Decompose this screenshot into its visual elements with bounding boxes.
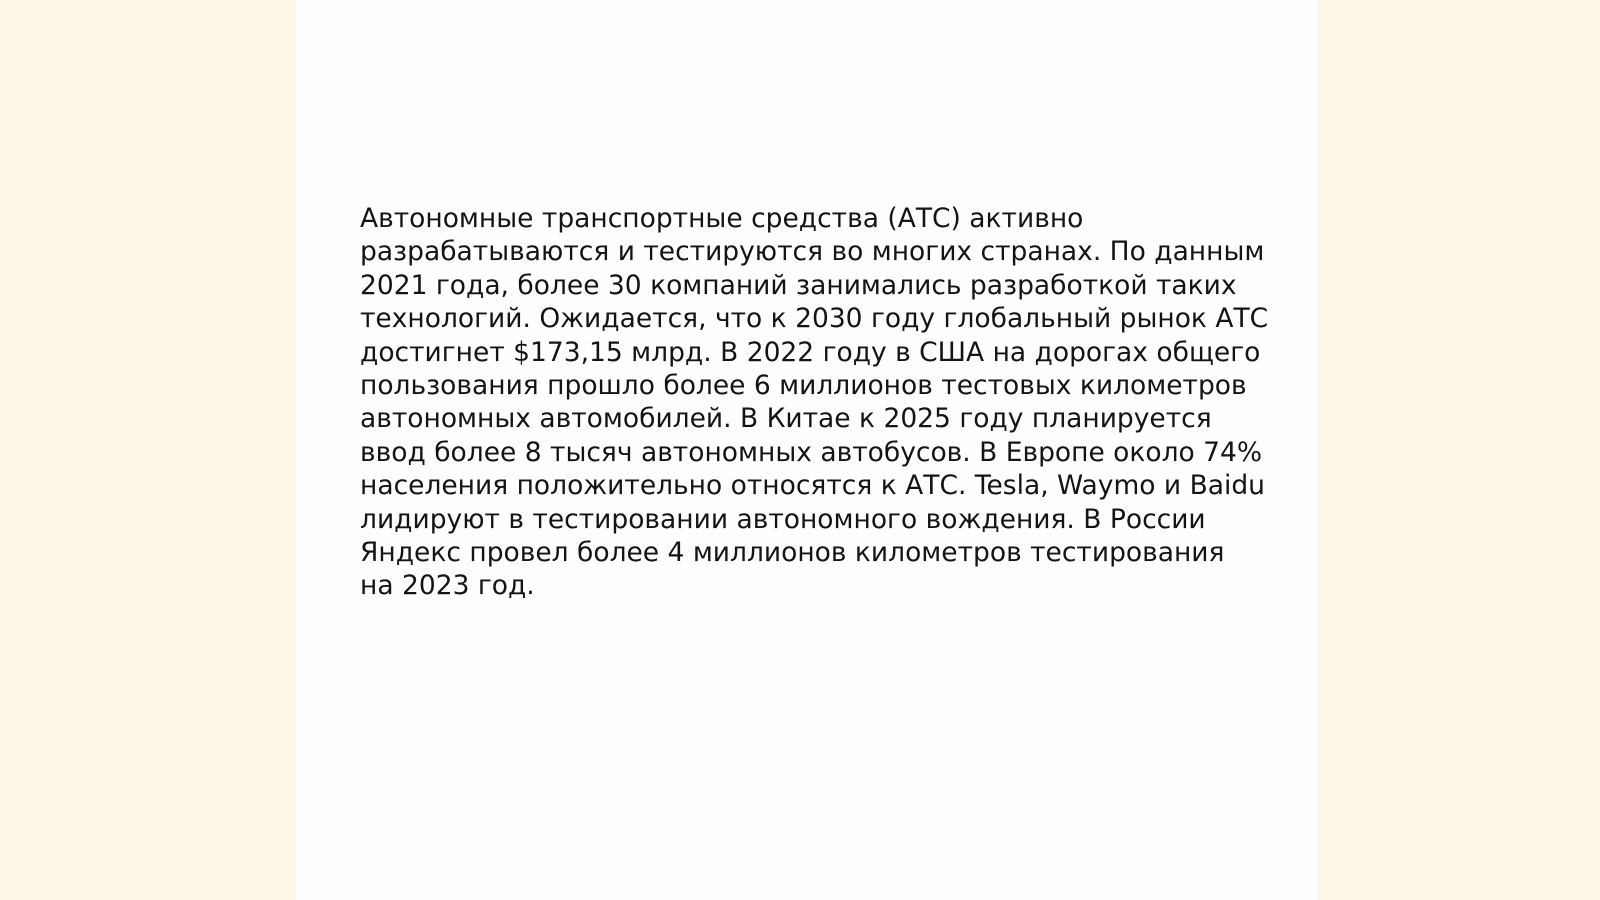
paragraph-line: ввод более 8 тысяч автономных автобусов. В Европе около 74% — [360, 436, 1263, 468]
paragraph-line: Яндекс провел более 4 миллионов километров тестирования — [360, 537, 1225, 569]
paragraph-line: лидируют в тестировании автономного вождения. В России — [360, 503, 1206, 535]
paragraph-line: технологий. Ожидается, что к 2030 году глобальный рынок АТС — [360, 303, 1269, 335]
paragraph-line: населения положительно относятся к АТС. Tesla, Waymo и Baidu — [360, 470, 1265, 502]
body-paragraph — [360, 202, 1269, 603]
paragraph-line: 2021 года, более 30 компаний занимались разработкой таких — [360, 269, 1237, 301]
paragraph-line: достигнет $173,15 млрд. В 2022 году в США на дорогах общего — [360, 336, 1261, 368]
paragraph-line: автономных автомобилей. В Китае к 2025 году планируется — [360, 403, 1212, 435]
paragraph-line: разрабатываются и тестируются во многих странах. По данным — [360, 236, 1265, 268]
paragraph-line: на 2023 год. — [360, 570, 535, 602]
paragraph-line: Автономные транспортные средства (АТС) активно — [360, 203, 1084, 234]
document-page — [296, 0, 1318, 900]
paragraph-line: пользования прошло более 6 миллионов тестовых километров — [360, 370, 1247, 402]
